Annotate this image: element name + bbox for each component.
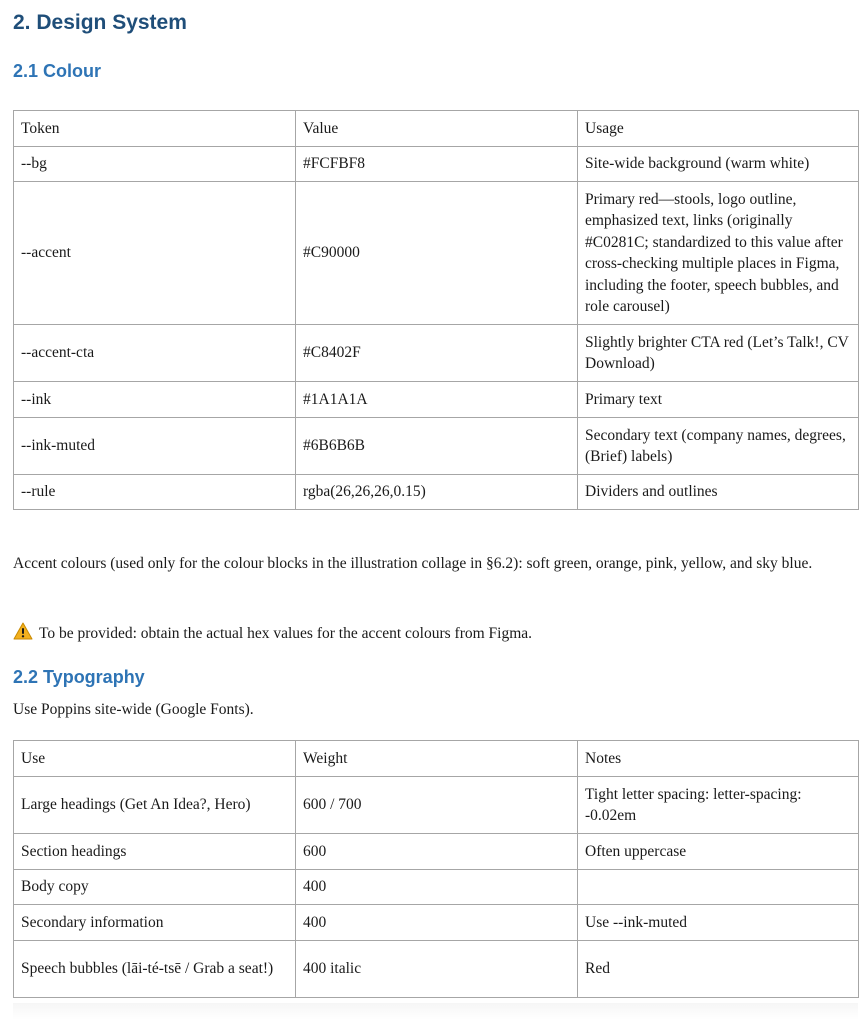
table-row [14,870,859,905]
notes-cell: Use --ink-muted [578,905,859,941]
value-cell: rgba(26,26,26,0.15) [296,475,578,510]
table-row [14,382,859,418]
header-cell: Value [296,111,578,147]
weight-cell: 400 [296,905,578,941]
header-cell: Token [14,111,296,147]
token-cell: --ink [14,382,296,418]
notes-cell [578,870,859,905]
token-cell: --bg [14,147,296,182]
table-header-row [14,741,859,777]
warning-icon [13,622,33,648]
typography-table [13,740,859,998]
colour-section-heading: 2.1 Colour [13,61,102,81]
warning-note [13,621,853,648]
usage-cell: Primary text [578,382,859,418]
accent-colours-note: Accent colours (used only for the colour blocks in the illustration collage in §6.2): soft green, orange, pink, yellow, and sky blue. [13,555,813,572]
value-cell: #C8402F [296,325,578,382]
table-row [14,418,859,475]
typography-intro: Use Poppins site-wide (Google Fonts). [13,701,254,718]
token-cell: --accent [14,182,296,325]
usage-cell: Primary red—stools, logo outline, emphasized text, links (originally #C0281C; standardized to this value after cross-checking multiple places in Figma, including the footer, speech bubbles, and role carousel) [578,182,859,325]
table-row [14,182,859,325]
header-cell: Notes [578,741,859,777]
use-cell: Section headings [14,834,296,870]
table-row [14,325,859,382]
token-cell: --accent-cta [14,325,296,382]
usage-cell: Secondary text (company names, degrees, (Brief) labels) [578,418,859,475]
usage-cell: Slightly brighter CTA red (Let’s Talk!, CV Download) [578,325,859,382]
use-cell: Large headings (Get An Idea?, Hero) [14,777,296,834]
weight-cell: 600 / 700 [296,777,578,834]
table-row [14,905,859,941]
table-row [14,475,859,510]
notes-cell: Often uppercase [578,834,859,870]
page-heading: 2. Design System [13,11,187,34]
value-cell: #1A1A1A [296,382,578,418]
token-cell: --rule [14,475,296,510]
weight-cell: 400 [296,870,578,905]
page-bottom-shade [13,1003,858,1020]
header-cell: Usage [578,111,859,147]
usage-cell: Dividers and outlines [578,475,859,510]
weight-cell: 600 [296,834,578,870]
token-cell: --ink-muted [14,418,296,475]
value-cell: #C90000 [296,182,578,325]
table-row [14,834,859,870]
weight-cell: 400 italic [296,941,578,998]
use-cell: Body copy [14,870,296,905]
notes-cell: Tight letter spacing: letter-spacing: -0.02em [578,777,859,834]
usage-cell: Site-wide background (warm white) [578,147,859,182]
colour-token-table [13,110,859,510]
header-cell: Weight [296,741,578,777]
table-row [14,147,859,182]
value-cell: #6B6B6B [296,418,578,475]
typography-section-heading: 2.2 Typography [13,667,145,687]
table-row [14,777,859,834]
value-cell: #FCFBF8 [296,147,578,182]
table-header-row [14,111,859,147]
header-cell: Use [14,741,296,777]
table-row [14,941,859,998]
notes-cell: Red [578,941,859,998]
warning-text: To be provided: obtain the actual hex values for the accent colours from Figma. [39,625,533,642]
use-cell: Secondary information [14,905,296,941]
use-cell: Speech bubbles (lāi-té-tsē / Grab a seat!) [14,941,296,998]
